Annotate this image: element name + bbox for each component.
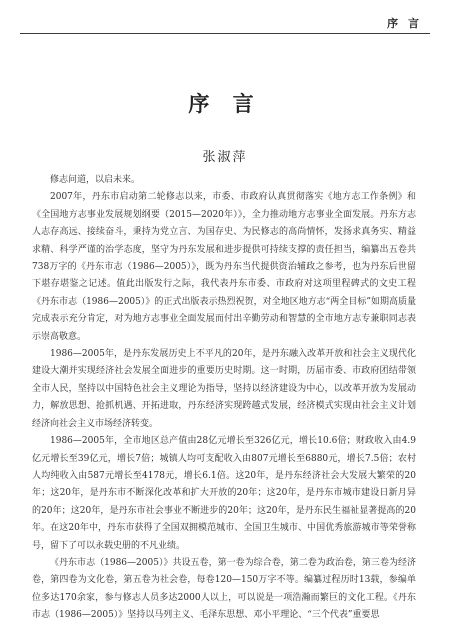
header-rule bbox=[20, 33, 430, 34]
paragraph: 1986—2005年，全市地区总产值由28亿元增长至326亿元，增长10.6倍；财政收入由4.9亿元增长至39亿元，增长7倍；城镇人均可支配收入由807元增长至6880元，增长7.5倍；农村人均纯收入由587元增长至4178元，增长6.1倍。这20年，是丹东经济社会大发展大繁荣的20年；这20年，是丹东市不断深化改革和扩大开放的20年；这20年，是丹东市城市建设日新月异的20年；这20年，是丹东市社会事业不断进步的20年；这20年，是丹东民生福祉显著提高的20年。在这20年中，丹东市获得了全国双拥模范城市、全国卫生城市、中国优秀旅游城市等荣誉称号，留下了可以永载史册的不凡业绩。 bbox=[32, 436, 416, 551]
paragraph: 修志问道，以启未来。 bbox=[50, 175, 141, 185]
paragraph: 《丹东市志（1986—2005）》共设五卷，第一卷为综合卷，第二卷为政治卷，第三卷为经济卷，第四卷为文化卷，第五卷为社会卷，每卷120—150万字不等。编纂过程历时13载，参编单位多达170余家，参与修志人员多达2000人以上，可以说是一项浩瀚而繁巨的文化工程。《丹东市志（1986—2005）》坚持以马列主义、毛泽东思想、邓小平理论、“三个代表”重要思 bbox=[32, 557, 416, 621]
page-title: 序 言 bbox=[188, 91, 262, 116]
author-name: 张淑萍 bbox=[202, 150, 248, 165]
body-text bbox=[32, 172, 416, 625]
running-head: 序 言 bbox=[387, 17, 422, 30]
paragraph: 1986—2005年，是丹东发展历史上不平凡的20年，是丹东融入改革开放和社会主义现代化建设大潮并实现经济社会发展全面进步的重要历史时期。这一时期，历届市委、市政府团结带领全市人民，坚持以中国特色社会主义理论为指导，坚持以经济建设为中心，以改革开放为发展动力，解放思想、抢抓机遇、开拓进取，丹东经济实现跨越式发展，经济模式实现由社会主义计划经济向社会主义市场经济转变。 bbox=[32, 349, 416, 429]
paragraph: 2007年，丹东市启动第二轮修志以来，市委、市政府认真贯彻落实《地方志工作条例》和《全国地方志事业发展规划纲要（2015—2020年）》，全力推动地方志事业全面发展。丹东方志人志存高远、接续奋斗，秉持为党立言、为国存史、为民修志的高尚情怀，发扬求真务实、精益求精、科学严谨的治学态度，坚守为丹东发展和进步提供可持续支撑的责任担当，编纂出五卷共738万字的《丹东市志（1986—2005）》，既为丹东当代提供资治辅政之参考，也为丹东后世留下堪存堪鉴之记述。值此出版发行之际，我代表丹东市委、市政府对这项里程碑式的文史工程《丹东市志（1986—2005）》的正式出版表示热烈祝贺，对全地区地方志“两全目标”如期高质量完成表示充分肯定，对为地方志事业全面发展而付出辛勤劳动和智慧的全市地方志专兼职同志表示崇高敬意。 bbox=[32, 192, 416, 342]
